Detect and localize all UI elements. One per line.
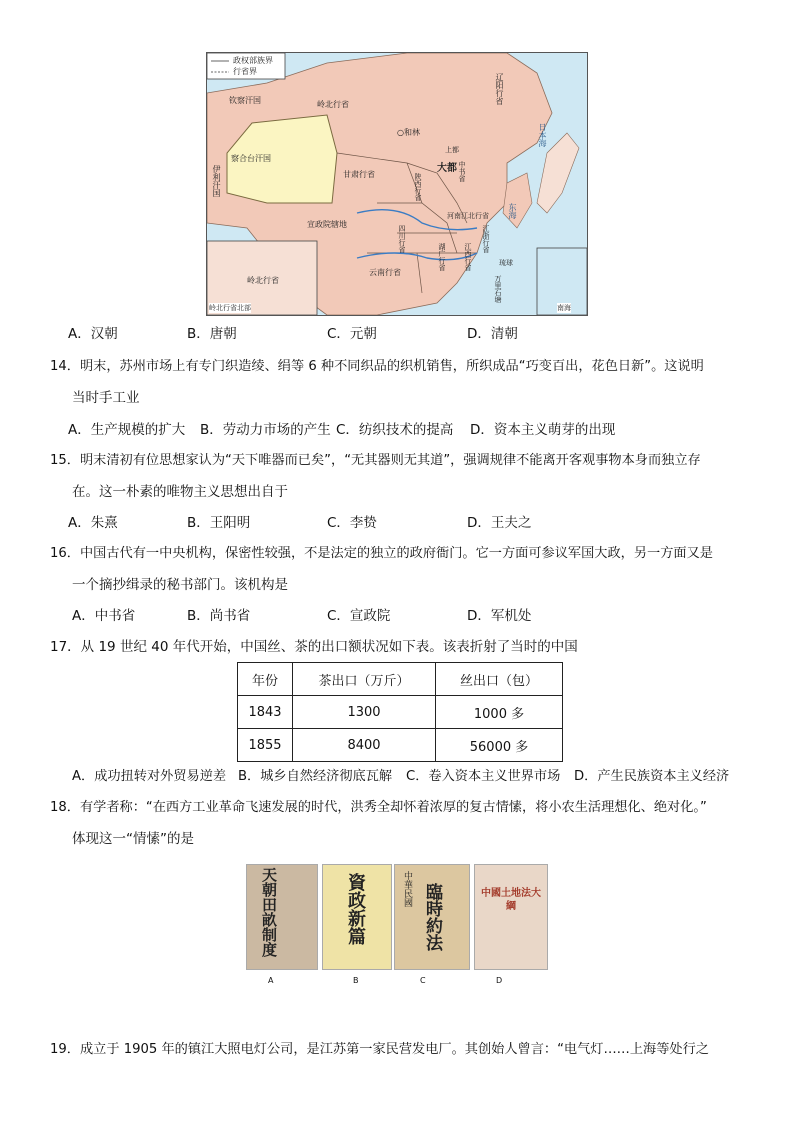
q14-option-c: C．纺织技术的提高: [336, 422, 454, 438]
map-label-sea-japan: 日本海: [538, 123, 547, 147]
inset-right-title: 南海: [557, 304, 571, 312]
q17-option-d: D．产生民族资本主义经济: [574, 769, 730, 784]
q17-option-a: A．成功扭转对外贸易逆差: [72, 769, 227, 784]
map-label-helin: ○和林: [397, 128, 420, 137]
legend-boundary-label: 政权部族界: [233, 56, 273, 65]
table-cell: 1843: [238, 696, 293, 729]
book-image-c: [394, 864, 470, 970]
yuan-dynasty-map: [206, 52, 588, 316]
inset-left-title: 岭北行省北部: [209, 304, 251, 312]
table-cell: 1855: [238, 729, 293, 762]
map-label-zhongshu: 中书省: [458, 161, 466, 182]
book-image-a: [246, 864, 318, 970]
q15-option-c: C．李贽: [327, 515, 377, 531]
q14-option-a: A．生产规模的扩大: [68, 422, 186, 438]
q13-option-a: A．汉朝: [68, 326, 118, 342]
q14-option-d: D．资本主义萌芽的出现: [470, 422, 616, 438]
table-cell: 1000 多: [436, 696, 563, 729]
q15-option-a: A．朱熹: [68, 515, 118, 531]
map-label-wanli: 万里石塘: [494, 275, 502, 303]
table-row: [238, 729, 563, 762]
inset-left-region-label: 岭北行省: [247, 276, 279, 285]
book-caption-c: C: [420, 976, 426, 985]
book-image-b: [322, 864, 392, 970]
q16-option-d: D．军机处: [467, 608, 532, 624]
table-cell: 56000 多: [436, 729, 563, 762]
map-label-shangdu: 上都: [445, 146, 459, 154]
q16-option-c: C．宣政院: [327, 608, 391, 624]
map-label-yili: 伊利汗国: [212, 165, 221, 197]
q19-stem-line1: 19．成立于 1905 年的镇江大照电灯公司，是江苏第一家民营发电厂。其创始人曾言：“电气灯……上海等处行之: [50, 1042, 709, 1057]
q17-option-b: B．城乡自然经济彻底瓦解: [238, 769, 393, 784]
q17-stem-line1: 17．从 19 世纪 40 年代开始，中国丝、茶的出口额状况如下表。该表折射了当时的中国: [50, 639, 578, 655]
q17-option-c: C．卷入资本主义世界市场: [406, 769, 561, 784]
map-label-dadu: 大都: [437, 163, 457, 174]
q14-stem-line2: 当时手工业: [72, 390, 140, 406]
q16-option-b: B．尚书省: [187, 608, 251, 624]
map-label-henan: 河南江北行省: [447, 212, 489, 220]
q16-option-a: A．中书省: [72, 608, 136, 624]
book-a-title: 天朝田畝制度: [260, 867, 278, 957]
table-header-year: 年份: [238, 663, 293, 696]
map-label-shanxi: 陕西行省: [414, 173, 422, 201]
table-header-tea: 茶出口（万斤）: [293, 663, 436, 696]
q15-option-b: B．王阳明: [187, 515, 251, 531]
map-label-qincha: 钦察汗国: [229, 96, 261, 105]
q16-stem-line1: 16．中国古代有一中央机构，保密性较强，不是法定的独立的政府衙门。它一方面可参议军国大政，另一方面又是: [50, 546, 713, 561]
book-d-title: 中國土地法大綱: [481, 888, 541, 912]
map-label-liaoyang: 辽阳行省: [495, 73, 504, 105]
map-label-jiangzhe: 江浙行省: [482, 225, 490, 253]
map-label-sichuan: 四川行省: [398, 225, 406, 253]
table-header-row: [238, 663, 563, 696]
q14-option-b: B．劳动力市场的产生: [200, 422, 331, 438]
book-caption-b: B: [353, 976, 359, 985]
legend-province-label: 行省界: [233, 67, 257, 76]
table-cell: 1300: [293, 696, 436, 729]
map-label-sea-east: 东海: [508, 203, 517, 219]
map-label-jiangxi: 江西行省: [464, 243, 472, 271]
q13-option-b: B．唐朝: [187, 326, 237, 342]
map-label-chahetai: 察合台汗国: [231, 154, 271, 163]
q15-stem-line2: 在。这一朴素的唯物主义思想出自于: [72, 484, 288, 500]
q13-option-c: C．元朝: [327, 326, 377, 342]
table-cell: 8400: [293, 729, 436, 762]
q15-stem-line1: 15．明末清初有位思想家认为“天下唯器而已矣”，“无其器则无其道”，强调规律不能离开客观事物本身而独立存: [50, 453, 701, 468]
q18-stem-line1: 18．有学者称：“在西方工业革命飞速发展的时代，洪秀全却怀着浓厚的复古情愫，将小农生活理想化、绝对化。”: [50, 800, 707, 815]
table-header-silk: 丝出口（包）: [436, 663, 563, 696]
book-caption-a: A: [268, 976, 274, 985]
table-row: [238, 696, 563, 729]
map-label-huguang: 湖广行省: [438, 243, 446, 271]
book-image-d: [474, 864, 548, 970]
q17-export-table: [237, 662, 563, 762]
book-caption-d: D: [496, 976, 503, 985]
map-label-gansu: 甘肃行省: [343, 170, 375, 179]
map-label-lingbei: 岭北行省: [317, 100, 349, 109]
q13-option-d: D．清朝: [467, 326, 518, 342]
book-c-title: 臨時約法: [422, 883, 442, 951]
book-c-top: 中華民國: [402, 871, 412, 907]
map-label-xuanzheng: 宣政院辖地: [307, 220, 347, 229]
book-b-title: 資政新篇: [345, 873, 366, 945]
q16-stem-line2: 一个摘抄缉录的秘书部门。该机构是: [72, 577, 288, 593]
map-label-taiwan: 琉球: [499, 259, 513, 267]
q15-option-d: D．王夫之: [467, 515, 532, 531]
q18-stem-line2: 体现这一“情愫”的是: [72, 831, 194, 847]
map-label-yunnan: 云南行省: [369, 268, 401, 277]
q14-stem-line1: 14．明末，苏州市场上有专门织造绫、绢等 6 种不同织品的织机销售，所织成品“巧变百出，花色日新”。这说明: [50, 359, 704, 374]
